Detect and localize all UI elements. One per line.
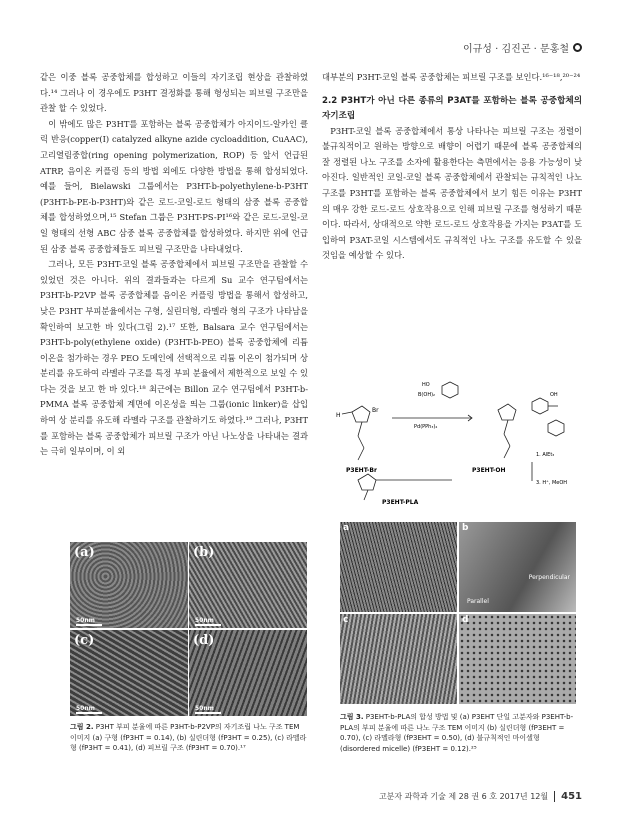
tem3-panel-b [459,522,576,612]
step3-label: 3. H⁺, MeOH [536,480,568,486]
left-paragraph-1: 같은 이중 블록 공중합체를 합성하고 이들의 자기조립 현상을 관찰하였다.¹⁴ 그러나 이 경우에도 P3HT 결정화를 통해 형성되는 피브릴 구조만을 관찰 할 수 있었다. [40,72,308,114]
left-paragraph-2: 이 밖에도 많은 P3HT를 포함하는 블록 공중합체가 아지이드-알카인 클릭 반응(copper(I) catalyzed alkyne azide cycloaddition, CuAAC), 고리열림중합(ring opening polymerization, ROP) 등 앞서 언급된 ATRP, 음이온 커플링 등의 방법 외에도 다양한 방법을 통해 합성되었다. 예를 들어, Bielawski 그룹에서는 P3HT-b-polyethylene-b-P3HT (P3HT-b-PE-b-P3HT)와 같은 로드-코일-로드 형태의 삼중 블록 공중합체를 합성하였으며,¹⁵ Stefan 그룹은 P3HT-PS-PI¹⁶와 같은 로드-코일-코일 형태의 선형 ABC 삼중 블록 공중합체를 합성하였다. 하지만 위에 언급된 삼중 블록 공중합체들도 피브릴 구조만을 나타내었다. [40,118,308,254]
panel-label: (c) [74,633,95,648]
scale-bar [76,712,102,714]
panel-label: a [343,523,350,533]
scale-label: 50nm [76,705,95,712]
caption-head: 그림 3. [340,713,364,721]
panel-label: c [343,615,349,625]
tem-panel-c [70,630,188,716]
figure-2-caption [70,722,308,754]
section-title: 2.2 P3HT가 아닌 다른 종류의 P3AT를 포함하는 블록 공중합체의 자기조립 [322,95,582,121]
parallel-label: Parallel [467,598,489,605]
journal-info: 고분자 과학과 기술 제 28 권 6 호 2017년 12월 [378,792,549,801]
scale-bar [195,624,221,626]
panel-label: d [462,615,469,625]
right-paragraph-1: 대부분의 P3HT-코일 블록 공중합체는 피브릴 구조를 보인다.¹⁶⁻¹⁸,²⁰⁻²⁴ [322,72,581,82]
scale-label: 50nm [195,617,214,624]
oh-end-label: OH [550,392,558,398]
p3eht-oh-label: P3EHT-OH [472,467,506,474]
step1-label: 1. AlEt₃ [536,452,555,458]
left-paragraph-3: 그러나, 모든 P3HT-코일 블록 공중합체에서 피브릴 구조만을 관찰할 수 있었던 것은 아니다. 위의 결과들과는 다르게 Su 교수 연구팀에서는 P3HT-b-P2VP 블록 공중합체를 음이온 커플링 방법을 통해서 합성하고, 낮은 P3HT 부피분율에서는 구형, 실린더형, 라멜라 형의 구조가 나타남을 확인하여 보고한 바 있다(그림 2).¹⁷ 또한, Balsara 교수 연구팀에서는 P3HT-b-poly(ethylene oxide) (P3HT-b-PEO) 블록 공중합체에 리튬 이온을 첨가하는 경우 PEO 도메인에 선택적으로 리튬 이온이 첨가되며 상분리를 유도하여 라멜라 구조를 특정 부피 분율에서 제한적으로 보일 수 있다는 것을 보고 한 바 있다.¹⁸ 최근에는 Billon 교수 연구팀에서 P3HT-b-PMMA 블록 공중합체 계면에 이온성을 띄는 그룹(ionic linker)을 삽입하여 상 분리를 유도해 라멜라 구조를 관찰하기도 하였다.¹⁹ 그러나, P3HT를 포함하는 블록 공중합체가 피브릴 구조가 아닌 나노상을 나타내는 결과는 극히 일부이며, 이 외 [40,259,308,457]
caption-text: P3EHT-b-PLA의 합성 방법 및 (a) P3EHT 단일 고분자와 P3EHT-b-PLA의 부피 분율에 따른 나노 구조 TEM 이미지 (b) 실린더형 (fP3EHT = 0.70), (c) 라멜라형 (fP3EHT = 0.50), (d) 불규칙적인 마이셀형 (disordered micelle) (fP3EHT = 0.12).²⁵ [340,713,574,753]
perpendicular-label: Perpendicular [528,574,570,581]
br-label: Br [372,407,379,414]
scale-label: 50nm [195,705,214,712]
tem-panel-a [70,542,188,628]
scale-label: 50nm [76,617,95,624]
tem-panel-d [189,630,307,716]
h-end: H [336,412,341,419]
figure-3-scheme [322,376,580,511]
reaction-scheme [322,376,580,511]
header-authors: 이규성 · 김진곤 · 문홍철 [462,44,569,55]
boronic-label: B(OH)₂ [418,392,436,398]
caption-text: P3HT 부피 분율에 따른 P3HT-b-P2VP의 자기조립 나노 구조 TEM 이미지 (a) 구형 (fP3HT = 0.14), (b) 실린더형 (fP3HT = 0.25), (c) 라멜라형 (fP3HT = 0.41), (d) 피브릴 구조 (fP3HT = 0.70).¹⁷ [70,723,307,752]
panel-label: (b) [193,545,215,560]
tem3-panel-c [340,614,457,704]
ho-label: HO [422,382,430,388]
running-header [463,40,582,55]
p3eht-br-label: P3EHT-Br [346,467,377,474]
tem-panel-b [189,542,307,628]
tem3-panel-d [459,614,576,704]
p3eht-pla-label: P3EHT-PLA [382,499,419,506]
scale-bar [76,624,102,626]
footer [379,791,582,802]
page-number: 451 [554,791,582,802]
panel-label: b [462,523,469,533]
figure-3-caption [340,712,580,754]
panel-label: (a) [74,545,95,560]
reagent-label: Pd(PPh₃)₄ [414,424,438,430]
right-paragraph-2: P3HT-코일 블록 공중합체에서 통상 나타나는 피브릴 구조는 정렬이 불규칙적이고 원하는 방향으로 배향이 어렵기 때문에 블록 공중합체의 잘 정렬된 나노 구조를 소자에 활용한다는 측면에서는 응용 가능성이 낮아진다. 일반적인 코일-코일 블록 공중합체에서 관찰되는 규칙적인 나노 구조를 P3HT를 포함하는 블록 공중합체에서 보기 힘든 이유는 P3HT의 매우 강한 로드-로드 상호작용으로 인해 피브릴 구조를 형성하기 때문이다. 따라서, 상대적으로 약한 로드-로드 상호작용을 가지는 P3AT를 도입하여 P3AT-코일 시스템에서도 규칙적인 나노 구조를 유도할 수 있을 것임을 예상할 수 있다. [322,125,582,261]
scale-bar [195,712,221,714]
right-column [322,70,582,264]
caption-head: 그림 2. [70,723,94,731]
left-column [40,70,308,460]
circle-icon [573,43,582,52]
tem3-panel-a [340,522,457,612]
panel-label: (d) [193,633,215,648]
